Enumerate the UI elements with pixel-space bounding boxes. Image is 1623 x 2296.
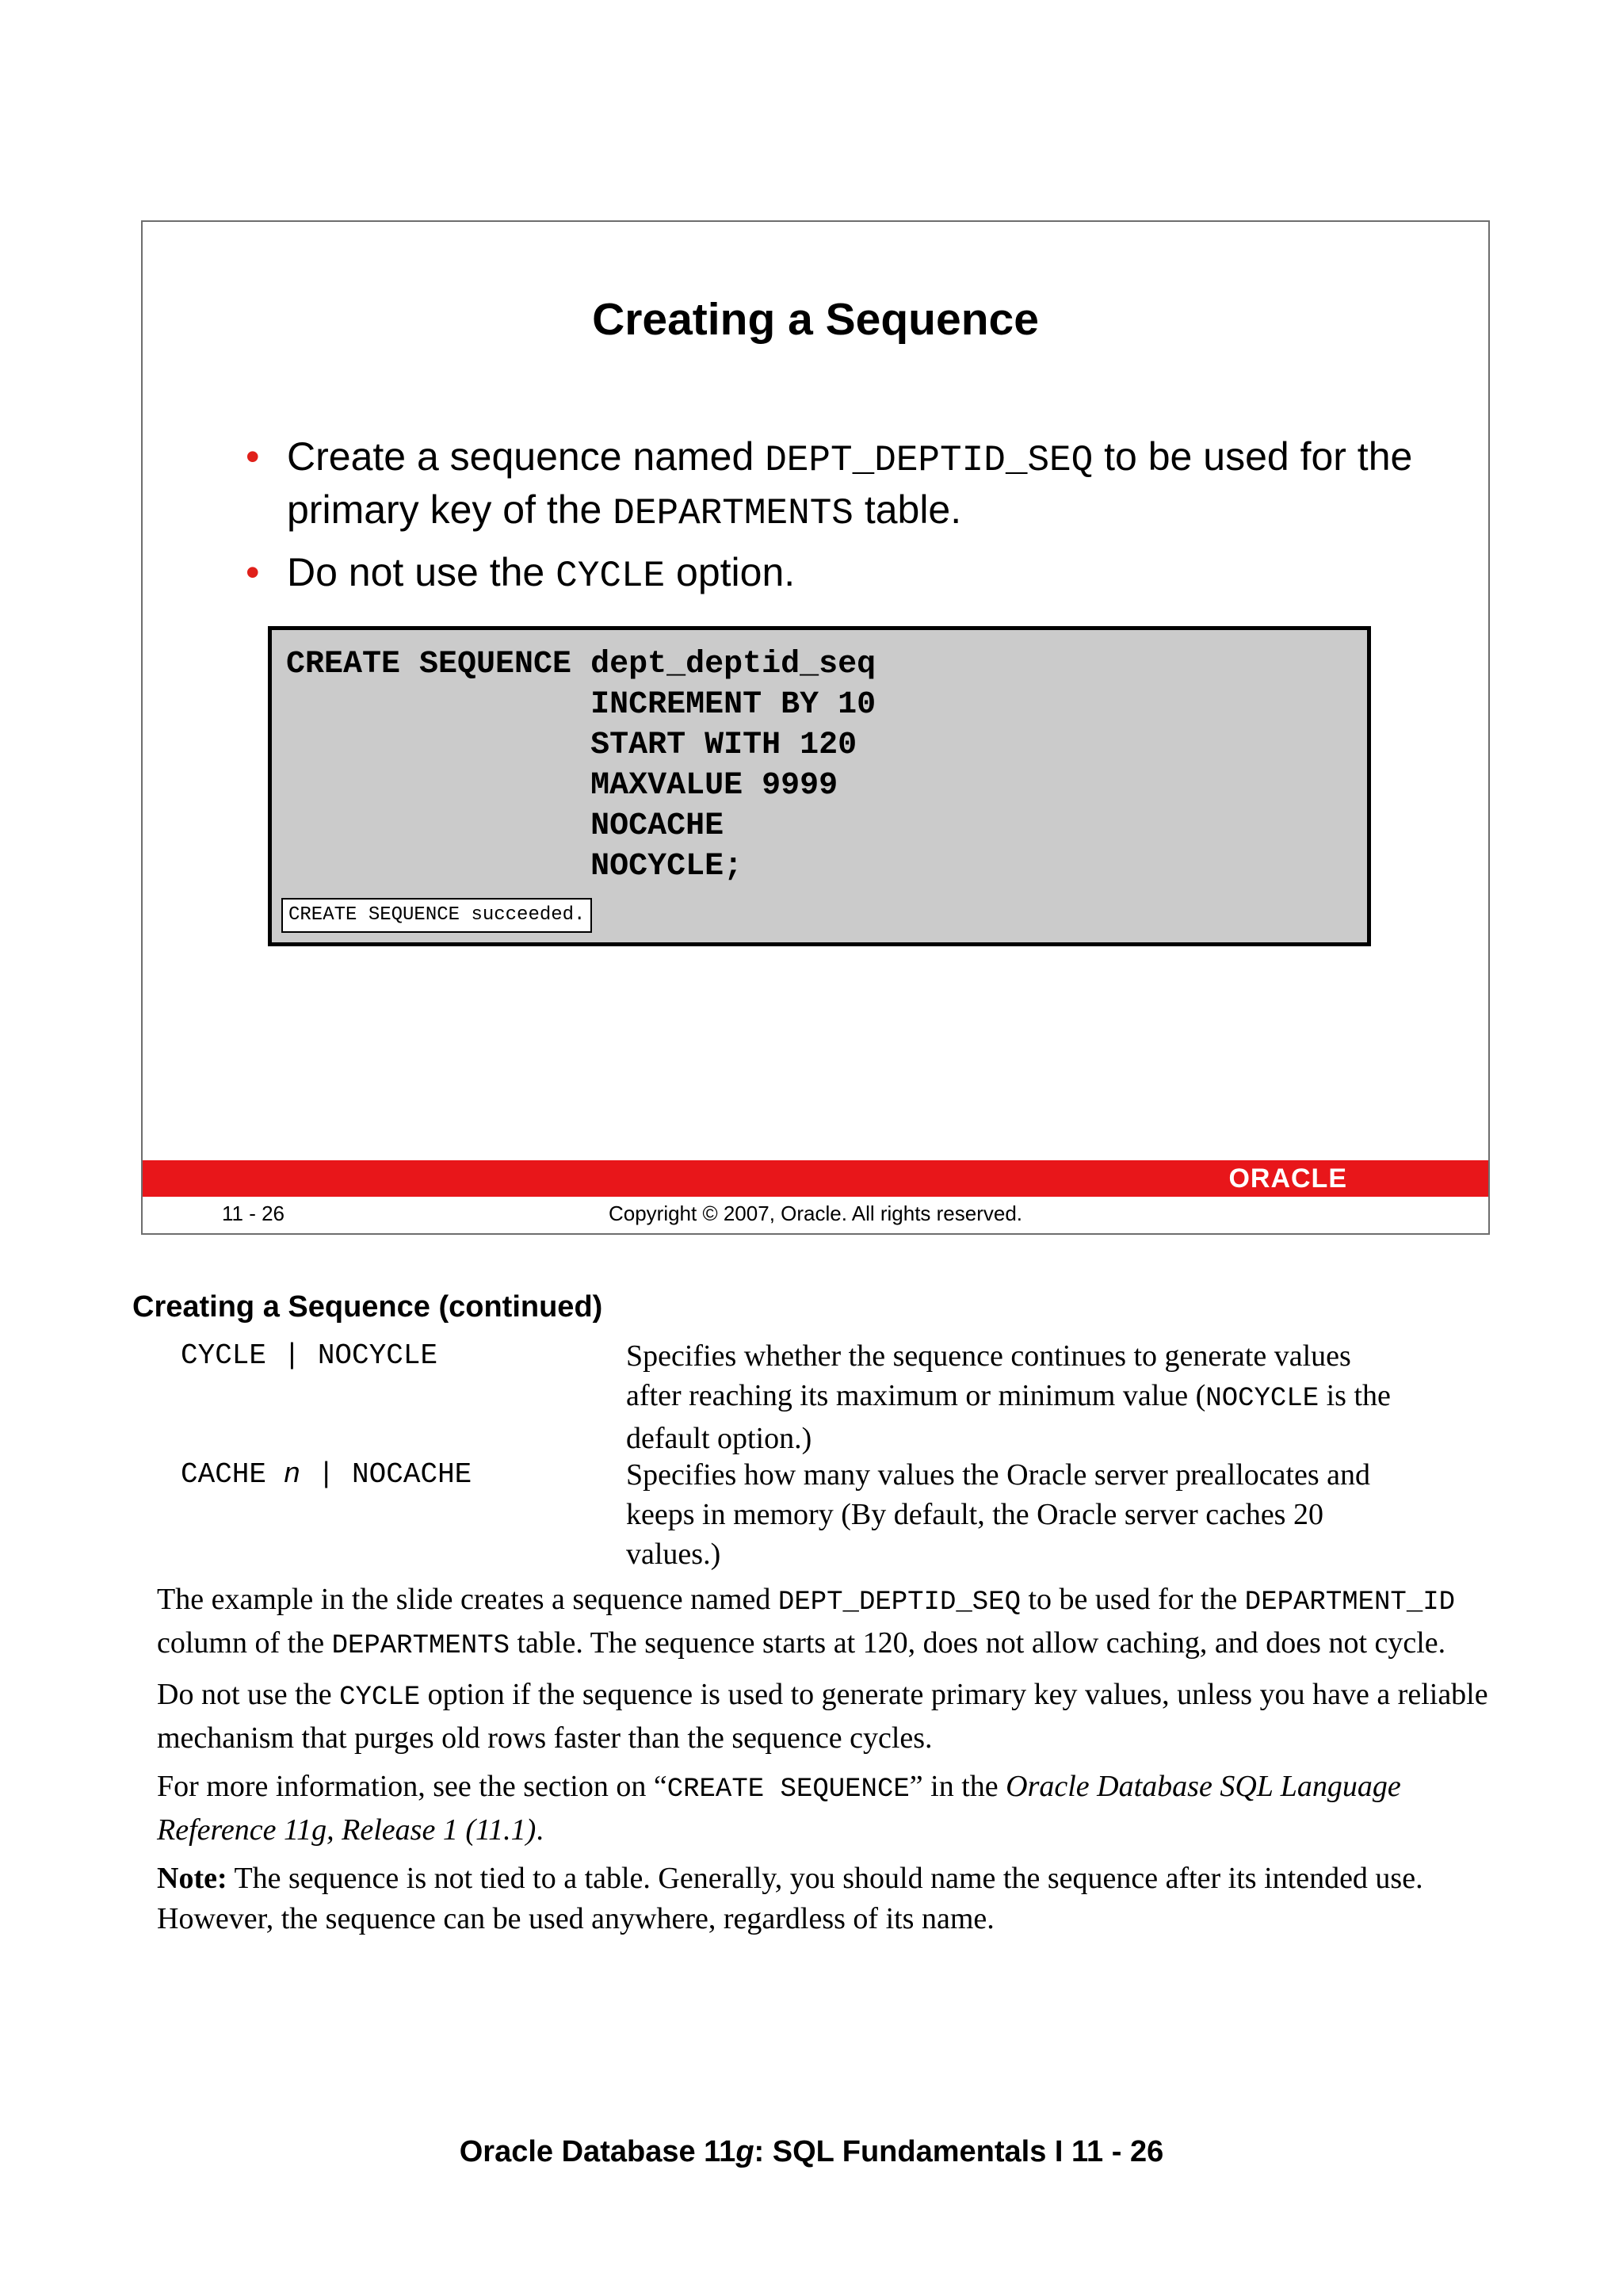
para-text: The example in the slide creates a sequence named	[157, 1583, 778, 1616]
paragraph	[157, 1580, 1504, 1667]
term-italic: n	[283, 1458, 301, 1491]
code-term: CYCLE	[339, 1683, 421, 1713]
notes-heading: Creating a Sequence (continued)	[132, 1290, 603, 1324]
code-term: DEPT_DEPTID_SEQ	[777, 1587, 1021, 1618]
paragraph	[157, 1675, 1504, 1759]
definition-table	[181, 1336, 1417, 1574]
slide	[141, 220, 1490, 1235]
sql-code: CREATE SEQUENCE dept_deptid_seq INCREMENT BY 10 START WITH 120 MAXVALUE 9999 NOCACHE NOCYCLE;	[286, 647, 876, 884]
notes-body	[157, 1580, 1504, 1947]
para-text: option if the sequence is used to generate primary key values, unless you have a reliable mechanism that purges old rows faster than the sequence cycles.	[157, 1678, 1488, 1755]
code-term: DEPARTMENTS	[613, 493, 854, 534]
para-text: .	[536, 1813, 544, 1847]
bullet-text: option.	[665, 550, 796, 594]
desc-text: Specifies whether the sequence continues to generate values after reaching its maximum or minimum value (	[626, 1339, 1351, 1412]
bullet-dot-icon: •	[246, 550, 260, 594]
para-text: For more information, see the section on “	[157, 1770, 667, 1803]
result-message: CREATE SEQUENCE succeeded.	[281, 898, 592, 933]
term-text: CACHE	[181, 1458, 284, 1491]
code-term: CYCLE	[556, 556, 666, 597]
logo-text: ORACLE	[1228, 1163, 1347, 1194]
definition-desc: Specifies how many values the Oracle server preallocates and keeps in memory (By default, the Oracle server caches 20 values.)	[626, 1458, 1371, 1571]
para-text: The sequence is not tied to a table. Generally, you should name the sequence after its intended use. However, the sequence can be used anywhere, regardless of its name.	[157, 1862, 1423, 1935]
desc-text: is the default option.)	[626, 1379, 1391, 1455]
reference-title: Oracle Database SQL Language Reference 11g, Release 1 (11.1)	[157, 1770, 1401, 1847]
bullet-text: Do not use the	[287, 550, 556, 594]
bullet-text: Create a sequence named	[287, 434, 766, 479]
bullet-text: table.	[853, 487, 962, 532]
note-label: Note:	[157, 1862, 227, 1895]
para-text: ” in the	[909, 1770, 1006, 1803]
footer-bar	[143, 1160, 1488, 1197]
code-term: NOCYCLE	[1205, 1384, 1319, 1414]
code-box	[268, 626, 1371, 946]
definition-term: CYCLE | NOCYCLE	[181, 1339, 438, 1372]
definition-row	[181, 1336, 1417, 1455]
oracle-logo	[1228, 1163, 1347, 1194]
code-term: CREATE SEQUENCE	[666, 1775, 910, 1805]
code-term: DEPT_DEPTID_SEQ	[765, 440, 1094, 481]
bullet-item	[246, 548, 1434, 601]
code-term: DEPARTMENT_ID	[1244, 1587, 1456, 1618]
bullet-dot-icon: •	[246, 434, 260, 479]
bullet-text: to be used for the primary key of the	[287, 434, 1413, 532]
footer-italic: g	[735, 2135, 754, 2168]
para-text: column of the	[157, 1626, 332, 1660]
definition-term	[181, 1455, 472, 1495]
slide-title: Creating a Sequence	[592, 294, 1039, 345]
para-text: table. The sequence starts at 120, does not allow caching, and does not cycle.	[510, 1626, 1446, 1660]
bullet-item	[246, 432, 1434, 538]
page-footer	[0, 2135, 1623, 2169]
code-term: DEPARTMENTS	[331, 1631, 510, 1661]
footer-text: Oracle Database 11	[459, 2135, 736, 2168]
definition-desc	[626, 1336, 1403, 1458]
paragraph	[157, 1767, 1504, 1851]
term-text: | NOCACHE	[300, 1458, 472, 1491]
definition-row	[181, 1455, 1417, 1574]
slide-number: 11 - 26	[222, 1201, 285, 1225]
para-text: to be used for the	[1020, 1583, 1245, 1616]
footer-text: : SQL Fundamentals I 11 - 26	[754, 2135, 1164, 2168]
para-text: Do not use the	[157, 1678, 340, 1711]
copyright: Copyright © 2007, Oracle. All rights reserved.	[608, 1201, 1023, 1225]
paragraph	[157, 1859, 1504, 1939]
bullet-list	[246, 432, 1434, 610]
